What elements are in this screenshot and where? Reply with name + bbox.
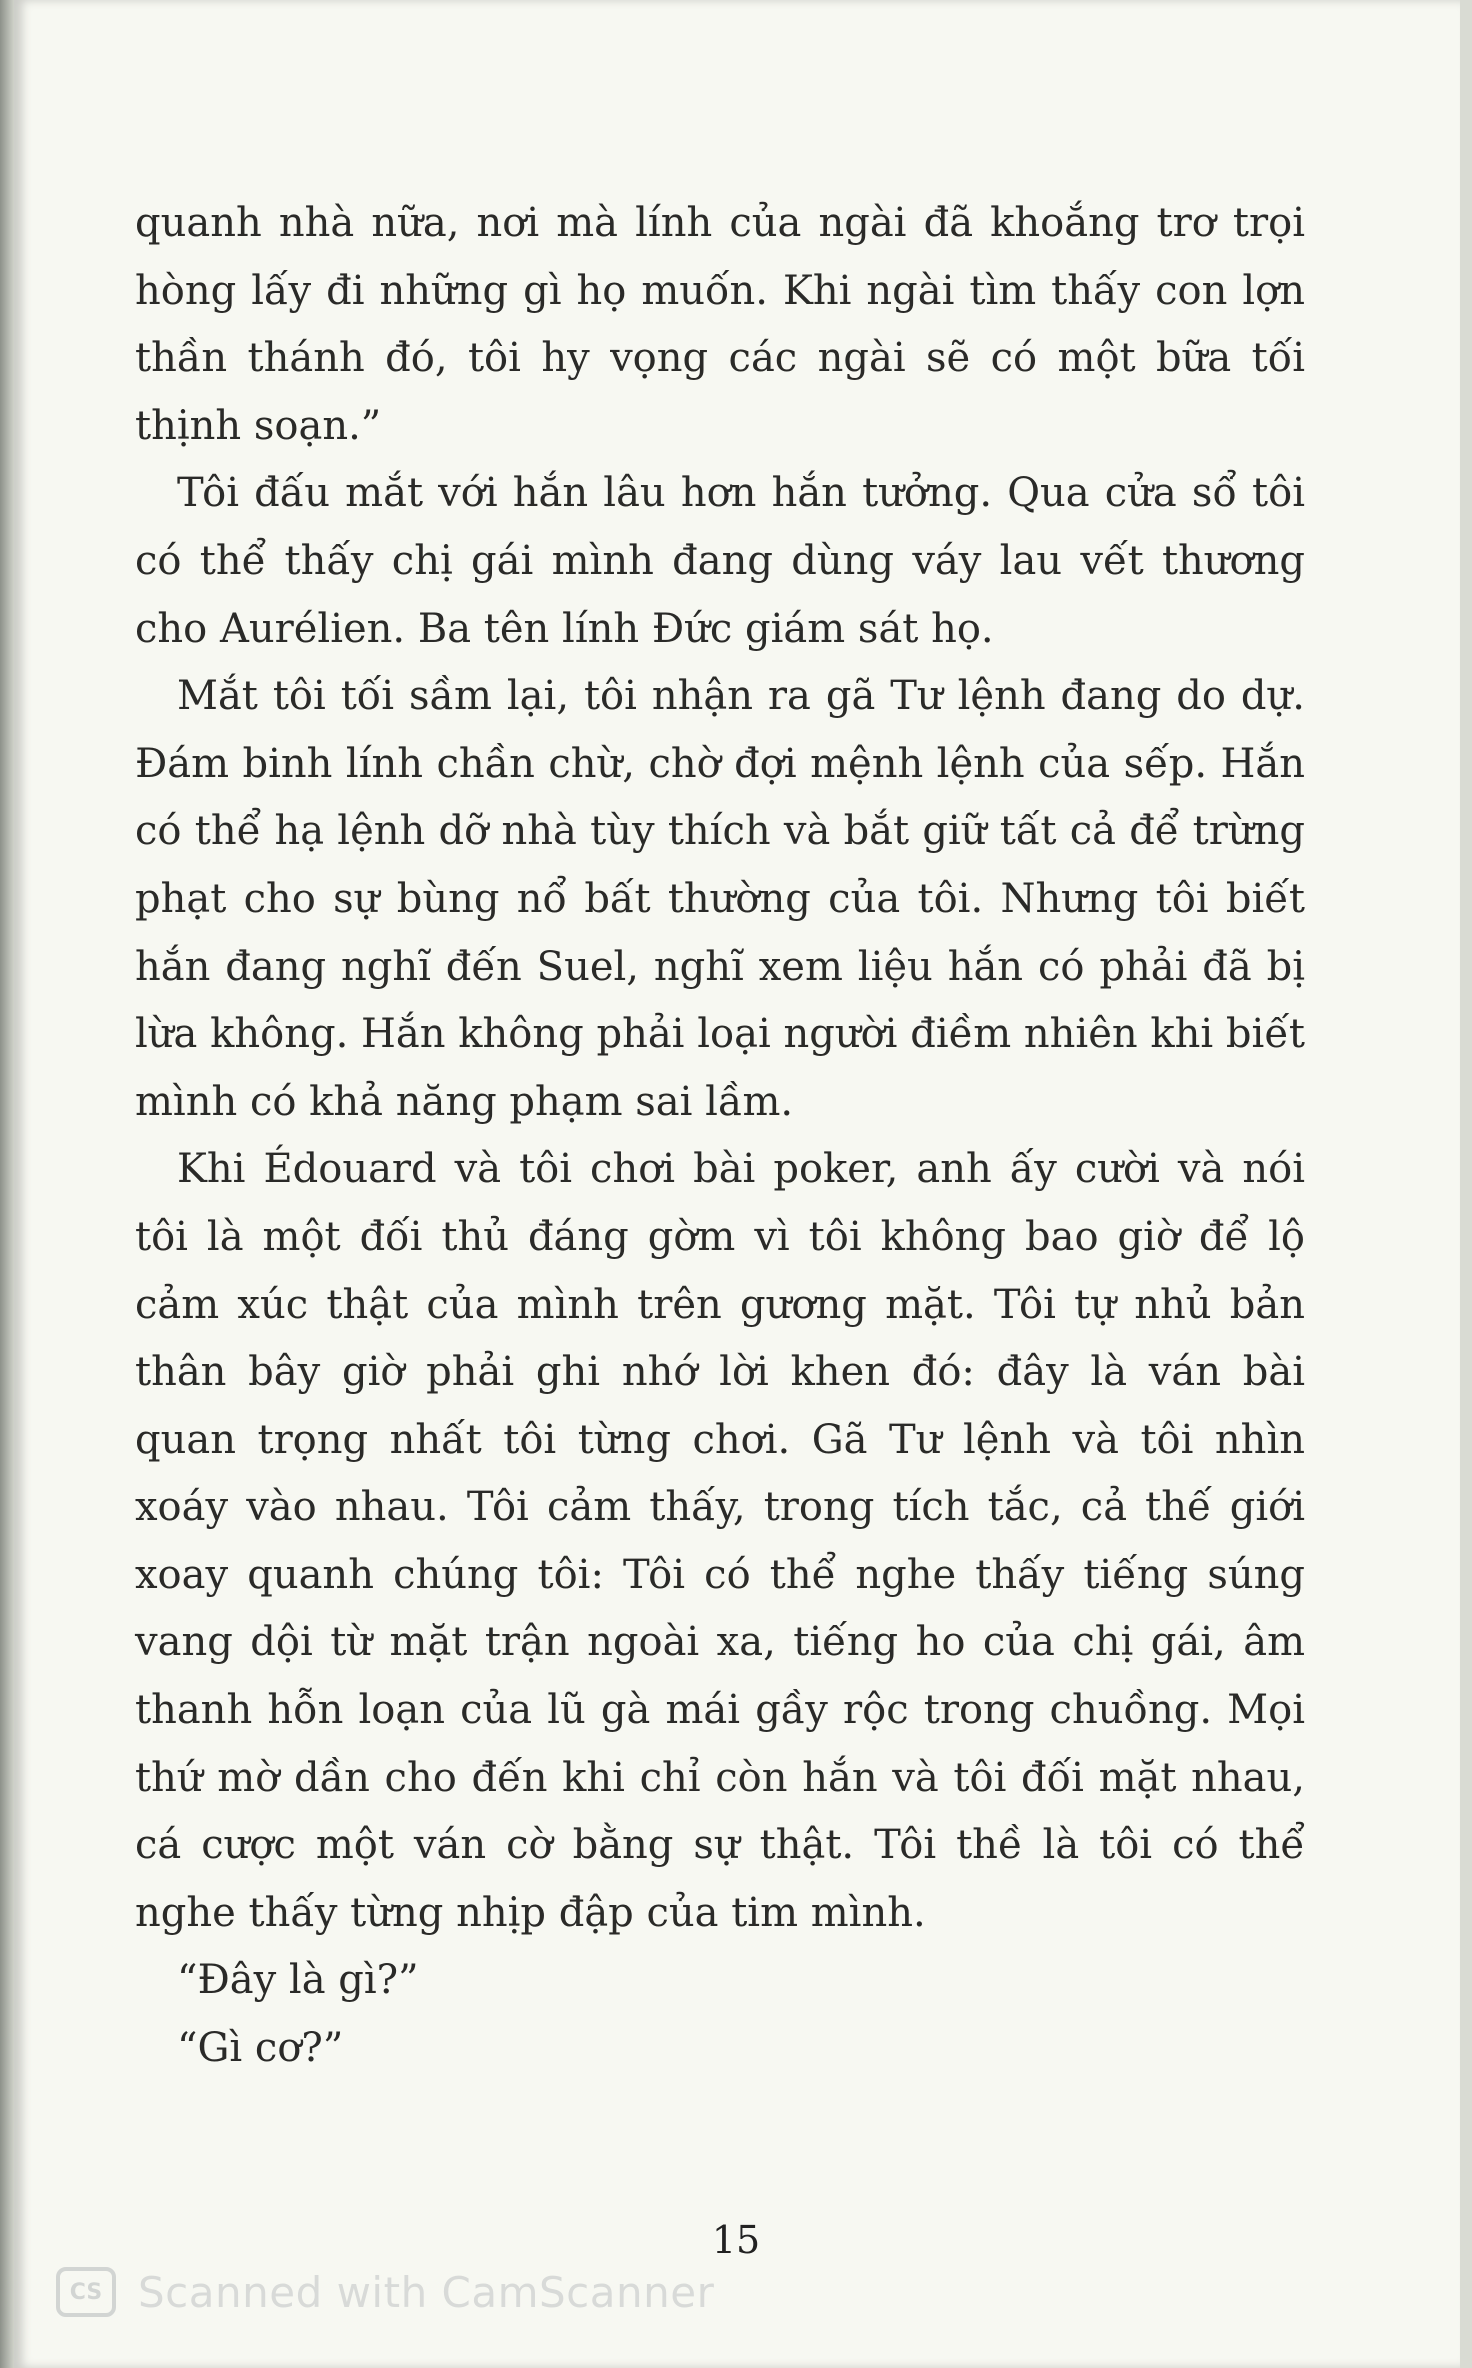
page-number: 15 (711, 2218, 761, 2262)
paragraph-4: Khi Édouard và tôi chơi bài poker, anh ấy cười và nói tôi là một đối thủ đáng gờm vì tôi không bao giờ để lộ cảm xúc thật của mình trên gương mặt. Tôi tự nhủ bản thân bây giờ phải ghi nhớ lời khen đó: đây là ván bài quan trọng nhất tôi từng chơi. Gã Tư lệnh và tôi nhìn xoáy vào nhau. Tôi cảm thấy, trong tích tắc, cả thế giới xoay quanh chúng tôi: Tôi có thể nghe thấy tiếng súng vang dội từ mặt trận ngoài xa, tiếng ho của chị gái, âm thanh hỗn loạn của lũ gà mái gầy rộc trong chuồng. Mọi thứ mờ dần cho đến khi chỉ còn hắn và tôi đối mặt nhau, cá cược một ván cờ bằng sự thật. Tôi thề là tôi có thể nghe thấy từng nhịp đập của tim mình. (135, 1146, 1305, 1936)
paragraph-3: Mắt tôi tối sầm lại, tôi nhận ra gã Tư lệnh đang do dự. Đám binh lính chần chừ, chờ đợi mệnh lệnh của sếp. Hắn có thể hạ lệnh dỡ nhà tùy thích và bắt giữ tất cả để trừng phạt cho sự bùng nổ bất thường của tôi. Nhưng tôi biết hắn đang nghĩ đến Suel, nghĩ xem liệu hắn có phải đã bị lừa không. Hắn không phải loại người điềm nhiên khi biết mình có khả năng phạm sai lầm. (135, 673, 1305, 1125)
paragraph-1: quanh nhà nữa, nơi mà lính của ngài đã khoắng trơ trọi hòng lấy đi những gì họ muốn. Khi ngài tìm thấy con lợn thần thánh đó, tôi hy vọng các ngài sẽ có một bữa tối thịnh soạn.” (135, 200, 1305, 449)
page-body-text (135, 190, 1305, 2083)
camscanner-logo-icon: CS (56, 2267, 116, 2317)
page-gutter-shadow (0, 0, 14, 2368)
dialogue-line-1: “Đây là gì?” (177, 1957, 419, 2004)
watermark-text: Scanned with CamScanner (138, 2267, 715, 2317)
camscanner-watermark (56, 2262, 714, 2322)
dialogue-line-2: “Gì cơ?” (177, 2025, 344, 2072)
paragraph-2: Tôi đấu mắt với hắn lâu hơn hắn tưởng. Qua cửa sổ tôi có thể thấy chị gái mình đang dùng váy lau vết thương cho Aurélien. Ba tên lính Đức giám sát họ. (135, 470, 1305, 652)
